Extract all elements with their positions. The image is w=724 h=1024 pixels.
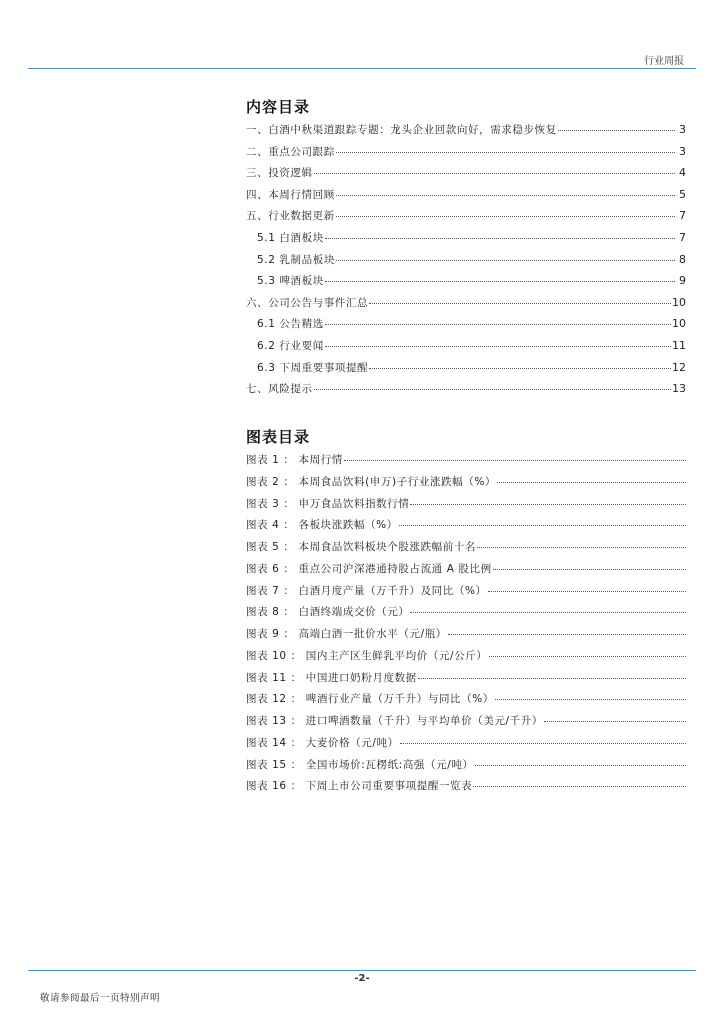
toc-entry-text: 6.3 下周重要事项提醒 bbox=[257, 361, 369, 374]
figure-entry[interactable] bbox=[246, 757, 686, 779]
toc-entry-text: 五、行业数据更新 bbox=[246, 210, 335, 223]
toc-entry-text: 六、公司公告与事件汇总 bbox=[246, 296, 369, 309]
toc-entry-text: 5.3 啤酒板块 bbox=[257, 275, 324, 288]
figure-leader-dots bbox=[410, 504, 686, 505]
figure-entry-text: 进口啤酒数量（千升）与平均单价（美元/千升） bbox=[305, 715, 543, 727]
toc-leader-dots bbox=[325, 238, 675, 239]
figure-leader-dots bbox=[544, 721, 686, 722]
toc-leader-dots bbox=[558, 130, 675, 131]
toc-entry-page: 9 bbox=[679, 274, 686, 288]
toc-entry[interactable] bbox=[246, 338, 686, 360]
figure-entry[interactable] bbox=[246, 604, 686, 626]
figure-entry-text: 下周上市公司重要事项提醒一览表 bbox=[305, 780, 473, 793]
toc-entry-page: 3 bbox=[679, 144, 686, 158]
toc-entry[interactable] bbox=[246, 316, 686, 338]
toc-entry[interactable] bbox=[246, 208, 686, 230]
figure-entry[interactable] bbox=[246, 778, 686, 800]
toc-entry-page: 10 bbox=[672, 317, 686, 331]
figure-entry[interactable] bbox=[246, 670, 686, 692]
figure-leader-dots bbox=[399, 525, 686, 526]
toc-entry[interactable] bbox=[246, 295, 686, 317]
figure-entry[interactable] bbox=[246, 626, 686, 648]
figure-entry-label: 图表 14 ： bbox=[246, 736, 302, 749]
figure-entry[interactable] bbox=[246, 517, 686, 539]
figure-entry-text: 白酒月度产量（万千升）及同比（%） bbox=[298, 584, 487, 597]
toc-leader-dots bbox=[336, 152, 675, 153]
figure-entry-text: 重点公司沪深港通持股占流通 A 股比例 bbox=[298, 562, 492, 575]
figure-leader-dots bbox=[488, 591, 686, 592]
figure-entry[interactable] bbox=[246, 496, 686, 518]
figures-list bbox=[246, 452, 686, 800]
toc-leader-dots bbox=[325, 346, 671, 347]
figure-entry-text: 中国进口奶粉月度数据 bbox=[305, 671, 417, 684]
figure-leader-dots bbox=[400, 743, 686, 744]
toc-entry-page: 4 bbox=[679, 166, 686, 180]
toc-leader-dots bbox=[336, 260, 675, 261]
toc-entry-page: 11 bbox=[672, 338, 686, 352]
toc-leader-dots bbox=[336, 216, 675, 217]
figure-leader-dots bbox=[497, 482, 686, 483]
toc-entry[interactable] bbox=[246, 144, 686, 166]
report-type-label: 行业周报 bbox=[644, 56, 684, 67]
toc-leader-dots bbox=[369, 303, 671, 304]
toc-leader-dots bbox=[325, 281, 675, 282]
figure-entry-label: 图表 10 ： bbox=[246, 649, 302, 662]
figure-leader-dots bbox=[418, 678, 686, 679]
figure-entry[interactable] bbox=[246, 474, 686, 496]
figure-leader-dots bbox=[493, 569, 686, 570]
page-number: -2- bbox=[354, 973, 370, 984]
figure-entry-label: 图表 1 ： bbox=[246, 454, 295, 466]
figure-leader-dots bbox=[489, 656, 687, 657]
figure-leader-dots bbox=[410, 612, 686, 613]
figure-entry-label: 图表 7 ： bbox=[246, 584, 295, 597]
figure-entry-label: 图表 5 ： bbox=[246, 541, 295, 553]
toc-entry-text: 四、本周行情回顾 bbox=[246, 188, 335, 201]
figure-leader-dots bbox=[475, 765, 686, 766]
figure-entry[interactable] bbox=[246, 713, 686, 735]
toc-entry[interactable] bbox=[246, 252, 686, 274]
toc-entry[interactable] bbox=[246, 230, 686, 252]
figure-leader-dots bbox=[495, 699, 686, 700]
toc-entry[interactable] bbox=[246, 122, 686, 144]
toc-entry-page: 8 bbox=[679, 252, 686, 266]
figure-entry[interactable] bbox=[246, 583, 686, 605]
figure-entry-label: 图表 9 ： bbox=[246, 628, 295, 640]
figure-entry-label: 图表 11 ： bbox=[246, 671, 302, 684]
figure-leader-dots bbox=[448, 634, 686, 635]
figure-entry-text: 本周行情 bbox=[298, 454, 343, 466]
toc-entry-text: 二、重点公司跟踪 bbox=[246, 145, 335, 158]
figure-entry-text: 各板块涨跌幅（%） bbox=[298, 519, 398, 532]
toc-entry[interactable] bbox=[246, 187, 686, 209]
toc-leader-dots bbox=[336, 195, 675, 196]
disclaimer-text: 敬请参阅最后一页特别声明 bbox=[40, 993, 161, 1004]
figure-entry-text: 本周食品饮料板块个股涨跌幅前十名 bbox=[298, 541, 477, 553]
figure-entry-label: 图表 15 ： bbox=[246, 758, 302, 771]
toc-entry-text: 5.2 乳制品板块 bbox=[257, 253, 335, 266]
toc-entry-page: 3 bbox=[679, 123, 686, 136]
toc-entry-text: 6.1 公告精选 bbox=[257, 318, 324, 331]
figure-entry-text: 申万食品饮料指数行情 bbox=[298, 497, 410, 510]
figure-entry-label: 图表 13 ： bbox=[246, 715, 302, 727]
figure-leader-dots bbox=[473, 786, 686, 787]
footer-divider bbox=[28, 970, 696, 971]
toc-entry-page: 12 bbox=[672, 360, 686, 374]
toc-entry-page: 7 bbox=[679, 209, 686, 223]
toc-entry-page: 13 bbox=[672, 382, 686, 396]
toc-leader-dots bbox=[314, 389, 671, 390]
toc-entry-text: 三、投资逻辑 bbox=[246, 167, 313, 180]
figure-entry-text: 高端白酒一批价水平（元/瓶） bbox=[298, 628, 447, 640]
toc-entry-text: 七、风险提示 bbox=[246, 383, 313, 396]
toc-entry-page: 10 bbox=[672, 295, 686, 309]
figure-entry-text: 啤酒行业产量（万千升）与同比（%） bbox=[305, 693, 494, 706]
figures-title: 图表目录 bbox=[246, 428, 311, 446]
figure-entry-text: 本周食品饮料(申万)子行业涨跌幅（%） bbox=[298, 475, 497, 488]
figure-leader-dots bbox=[344, 460, 686, 461]
toc-entry-page: 7 bbox=[679, 230, 686, 244]
toc-entry-page: 5 bbox=[679, 187, 686, 201]
figure-entry-label: 图表 3 ： bbox=[246, 497, 295, 510]
figure-entry-label: 图表 16 ： bbox=[246, 780, 302, 793]
figure-entry-label: 图表 2 ： bbox=[246, 475, 295, 488]
figure-entry[interactable] bbox=[246, 735, 686, 757]
toc-entry[interactable] bbox=[246, 360, 686, 382]
toc-leader-dots bbox=[369, 368, 671, 369]
toc-entry[interactable] bbox=[246, 273, 686, 295]
toc-entry-text: 6.2 行业要闻 bbox=[257, 339, 324, 352]
toc-title: 内容目录 bbox=[246, 98, 311, 116]
toc-entry[interactable] bbox=[246, 381, 686, 403]
toc-list bbox=[246, 122, 686, 403]
toc-leader-dots bbox=[314, 173, 675, 174]
toc-entry-text: 5.1 白酒板块 bbox=[257, 231, 324, 244]
toc-entry-text: 一、白酒中秋渠道跟踪专题：龙头企业回款向好，需求稳步恢复 bbox=[246, 124, 557, 136]
figure-entry-label: 图表 4 ： bbox=[246, 519, 295, 532]
figure-entry[interactable] bbox=[246, 561, 686, 583]
figure-entry[interactable] bbox=[246, 539, 686, 561]
header-divider bbox=[28, 68, 696, 69]
figure-entry[interactable] bbox=[246, 648, 686, 670]
figure-entry-label: 图表 12 ： bbox=[246, 693, 302, 706]
figure-entry[interactable] bbox=[246, 452, 686, 474]
figure-entry[interactable] bbox=[246, 691, 686, 713]
figure-leader-dots bbox=[477, 547, 686, 548]
figure-entry-text: 全国市场价:瓦楞纸:高强（元/吨） bbox=[305, 758, 474, 771]
figure-entry-text: 国内主产区生鲜乳平均价（元/公斤） bbox=[305, 649, 488, 662]
figure-entry-label: 图表 6 ： bbox=[246, 562, 295, 575]
toc-entry[interactable] bbox=[246, 165, 686, 187]
figure-entry-text: 白酒终端成交价（元） bbox=[298, 606, 410, 619]
toc-leader-dots bbox=[325, 324, 671, 325]
figure-entry-label: 图表 8 ： bbox=[246, 606, 295, 619]
figure-entry-text: 大麦价格（元/吨） bbox=[305, 736, 399, 749]
